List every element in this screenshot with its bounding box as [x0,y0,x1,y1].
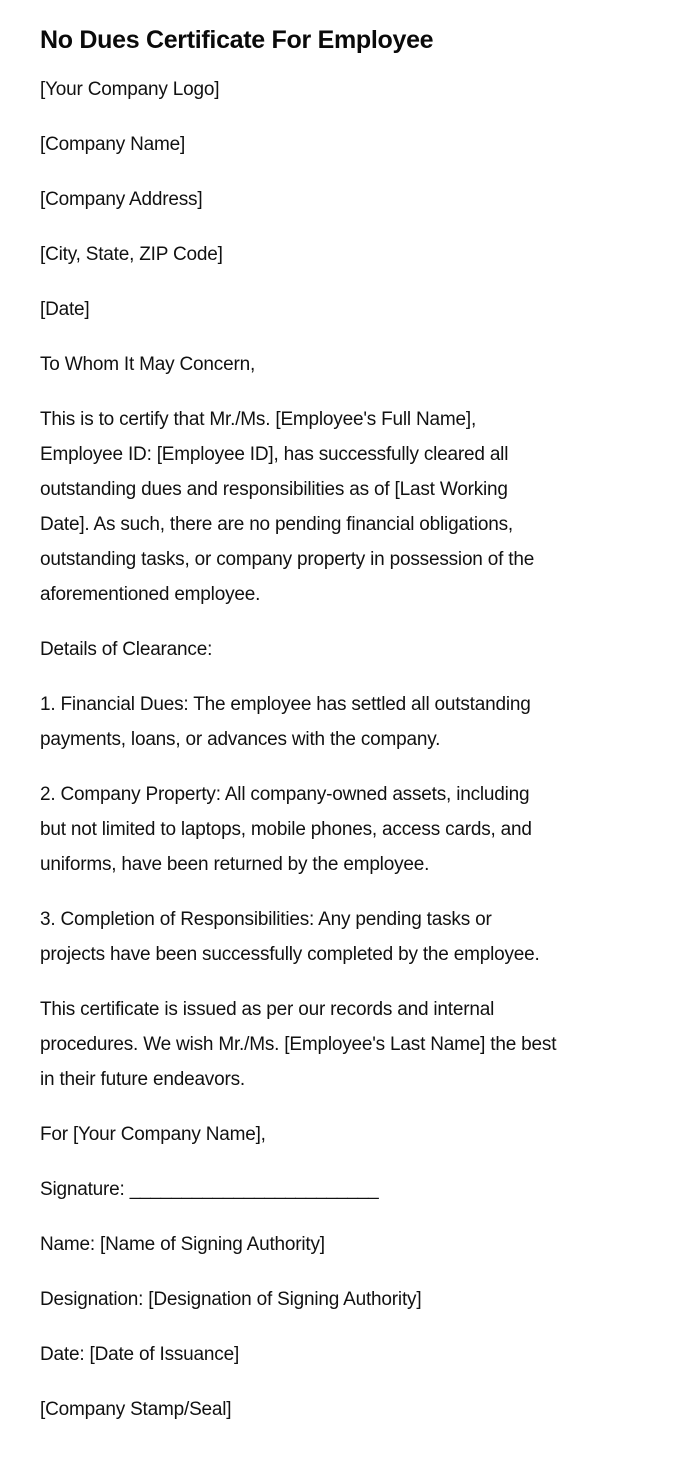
signature-line: Signature: ________________________ [40,1179,379,1200]
detail-line: 1. Financial Dues: The employee has settled all outstanding [40,694,531,715]
document-title: No Dues Certificate For Employee [40,26,434,54]
body-line: outstanding dues and responsibilities as of [Last Working [40,479,508,500]
company-logo-placeholder: [Your Company Logo] [40,79,220,100]
detail-item-responsibilities [40,902,670,972]
body-line: Employee ID: [Employee ID], has successfully cleared all [40,444,509,465]
company-name: [Company Name] [40,134,186,155]
detail-line: projects have been successfully completed by the employee. [40,944,540,965]
detail-line: but not limited to laptops, mobile phones, access cards, and [40,819,532,840]
body-line: This is to certify that Mr./Ms. [Employee's Full Name], [40,409,477,430]
body-line: outstanding tasks, or company property in possession of the [40,549,535,570]
details-heading: Details of Clearance: [40,639,213,660]
detail-line: uniforms, have been returned by the employee. [40,854,430,875]
closing-line: procedures. We wish Mr./Ms. [Employee's Last Name] the best [40,1034,557,1055]
body-line: aforementioned employee. [40,584,261,605]
detail-line: 3. Completion of Responsibilities: Any pending tasks or [40,909,492,930]
detail-line: payments, loans, or advances with the company. [40,729,441,750]
closing-line: This certificate is issued as per our records and internal [40,999,495,1020]
signatory-designation: Designation: [Designation of Signing Authority] [40,1289,422,1310]
detail-item-company-property [40,777,670,882]
issuance-date: Date: [Date of Issuance] [40,1344,240,1365]
detail-item-financial-dues [40,687,670,757]
closing-line: in their future endeavors. [40,1069,245,1090]
certificate-document [40,22,670,1447]
letter-date: [Date] [40,299,90,320]
sign-off: For [Your Company Name], [40,1124,266,1145]
body-line: Date]. As such, there are no pending financial obligations, [40,514,514,535]
city-state-zip: [City, State, ZIP Code] [40,244,223,265]
detail-line: 2. Company Property: All company-owned assets, including [40,784,530,805]
signatory-name: Name: [Name of Signing Authority] [40,1234,325,1255]
body-paragraph [40,402,670,612]
salutation: To Whom It May Concern, [40,354,256,375]
company-address: [Company Address] [40,189,203,210]
closing-paragraph [40,992,670,1097]
company-stamp-placeholder: [Company Stamp/Seal] [40,1399,232,1420]
